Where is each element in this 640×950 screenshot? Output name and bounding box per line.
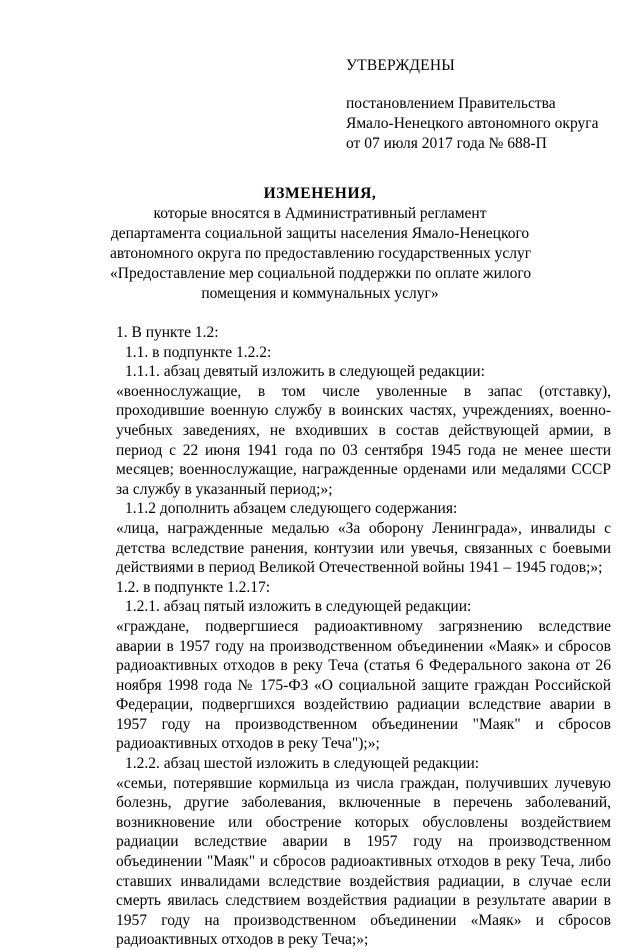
paragraph: 1.2.1. абзац пятый изложить в следующей редакции: [125,598,472,616]
approval-word: УТВЕРЖДЕНЫ [346,57,455,74]
paragraph: 1.2. в подпункте 1.2.17: [116,578,271,596]
document-body [116,323,611,950]
paragraph: «военнослужащие, в том числе уволенные в запас (отставку), проходившие военную службу в воинских частях, учреждениях, военно-учебных заведениях, не входивших в состав действующей армии, в период с 22 июня 1941 года по 03 сентября 1945 года не менее шести месяцев; военнослужащие, награжденные орденами или медалями СССР за службу в указанный период;»; [116,382,611,498]
approval-stamp [346,56,616,154]
paragraph: 1. В пункте 1.2: [116,324,219,341]
document-heading [110,184,530,304]
approval-line: Ямало-Ненецкого автономного округа [346,115,599,132]
paragraph: «семьи, потерявшие кормильца из числа граждан, получивших лучевую болезнь, другие заболевания, включенные в перечень заболеваний, возникновение или обострение которых обусловлены воздействием радиации вследствие аварии в 1957 году на производственном объединении "Маяк" и сбросов радиоактивных отходов в реку Теча, либо ставших инвалидами вследствие воздействия радиации, в случае если смерть явилась следствием воздействия радиации в результате аварии в 1957 году на производственном объединении «Маяк» и сбросов радиоактивных отходов в реку Теча;»; [116,774,611,949]
subtitle-line: которые вносятся в Административный регламент [153,205,487,222]
paragraph: 1.1.1. абзац девятый изложить в следующей редакции: [125,363,485,381]
paragraph: «граждане, подвергшиеся радиоактивному загрязнению вследствие аварии в 1957 году на производственном объединении «Маяк» и сбросов радиоактивных отходов в реку Теча (статья 6 Федерального закона от 26 ноября 1998 года № 175-ФЗ «О социальной защите граждан Российской Федерации, подвергшихся воздействию радиации вследствие аварии в 1957 году на производственном объединении "Маяк" и сбросов радиоактивных отходов в реку Теча");»; [116,617,611,753]
approval-line: от 07 июля 2017 года № 688-П [346,135,547,152]
approval-line: постановлением Правительства [346,95,556,112]
subtitle-line: автономного округа по предоставлению государственных услуг [110,245,532,262]
subtitle-line: «Предоставление мер социальной поддержки по оплате жилого [110,265,532,282]
paragraph: «лица, награжденные медалью «За оборону Ленинграда», инвалиды с детства вследствие ранения, контузии или увечья, связанных с боевыми действиями в период Великой Отечественной войны 1941 – 1945 годов;»; [116,519,611,577]
paragraph: 1.2.2. абзац шестой изложить в следующей редакции: [125,755,480,773]
paragraph: 1.1. в подпункте 1.2.2: [125,343,272,361]
subtitle-line: помещения и коммунальных услуг» [201,285,439,302]
paragraph: 1.1.2 дополнить абзацем следующего содержания: [125,500,458,518]
subtitle-line: департамента социальной защиты населения Ямало-Ненецкого [110,225,530,242]
document-title: ИЗМЕНЕНИЯ, [263,185,377,202]
